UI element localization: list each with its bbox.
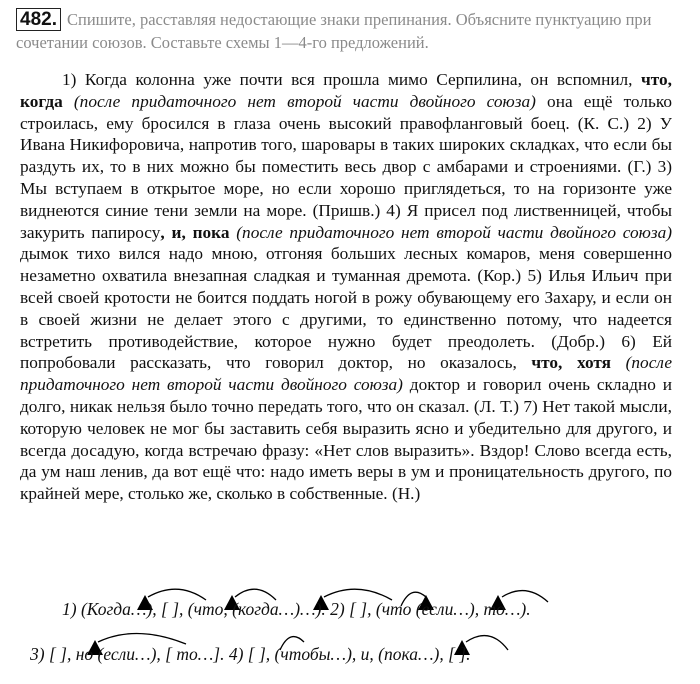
task-number: 482. (16, 8, 61, 31)
text-part (611, 353, 626, 372)
task-header (16, 8, 676, 54)
text-part: доктор и говорил очень складно и долго, никак нельзя было точно передать того, что он сказал. (Л. Т.) 7) Нет такой мысли, которую человек не мог бы заставить себя выразить ясно и убедительно для другого, и всегда досадую, когда встречаю фразу: «Нет слов выразить». Вздор! Слово всегда есть, да ум наш ленив, да вот ещё что: надо иметь веры в ум и проницательность другого, по крайней мере, столько же, сколько в собственные. (Н.) (20, 375, 672, 504)
text-part (63, 92, 74, 111)
text-part: 1) Когда колонна уже почти вся прошла мимо Серпилина, он вспомнил, (62, 70, 642, 89)
task-instructions: Спишите, расставляя недостающие знаки препинания. Объясните пунктуацию при сочетании союзов. Составьте схемы 1—4-го предложений. (16, 10, 652, 52)
text-part: дымок тихо вился надо мною, отгоняя больших лесных комаров, меня совершенно незаметно охватила внезапная сладкая и туманная дремота. (Кор.) 5) Илья Ильич при всей своей кротости не боится поддать ногой в рожу обувающему его Захару, и если он в своей жизни не делает этого с другими, то единственно потому, что надеется встретить противодействие, которое нужно будет преодолеть. (Добр.) 6) Ей попробовали рассказать, что говорил доктор, но оказалось, (20, 244, 672, 373)
scheme-line-2: 3) [ ], но (если…), [ то…]. 4) [ ], (чтобы…), и, (пока…), [ ]. (30, 644, 471, 664)
sentence-schemes (0, 570, 700, 680)
conjunction-note: (после придаточного нет второй части двойного союза) (73, 91, 536, 111)
conjunction-highlight: , и, пока (160, 222, 230, 242)
conjunction-note: (после придаточного нет второй части двойного союза) (236, 222, 672, 242)
conjunction-highlight: что, когда (20, 70, 672, 111)
conjunction-highlight: что, хотя (531, 353, 612, 373)
exercise-text (20, 69, 672, 505)
text-part: она ещё только строилась, ему бросился в глаза очень высокий правофланговый боец. (К. С.) 2) У Ивана Никифоровича, напротив того, шаровары в таких широких складках, что если бы раздуть их, то в них можно бы поместить весь двор с амбарами и строениями. (Г.) 3) Мы вступаем в открытое море, но если хорошо приглядеться, то на горизонте уже виднеются синие тени земли на море. (Пришв.) 4) Я присел под лиственницей, чтобы закурить папиросу (20, 91, 672, 242)
scheme-line-1: 1) (Когда…), [ ], (что, (когда…)…). 2) [ ], (что (если…), то…). (62, 599, 531, 619)
scheme-arc (98, 633, 186, 644)
scheme-arc (466, 636, 508, 650)
conjunction-note: (после придаточного нет второй части двойного союза) (20, 353, 672, 395)
